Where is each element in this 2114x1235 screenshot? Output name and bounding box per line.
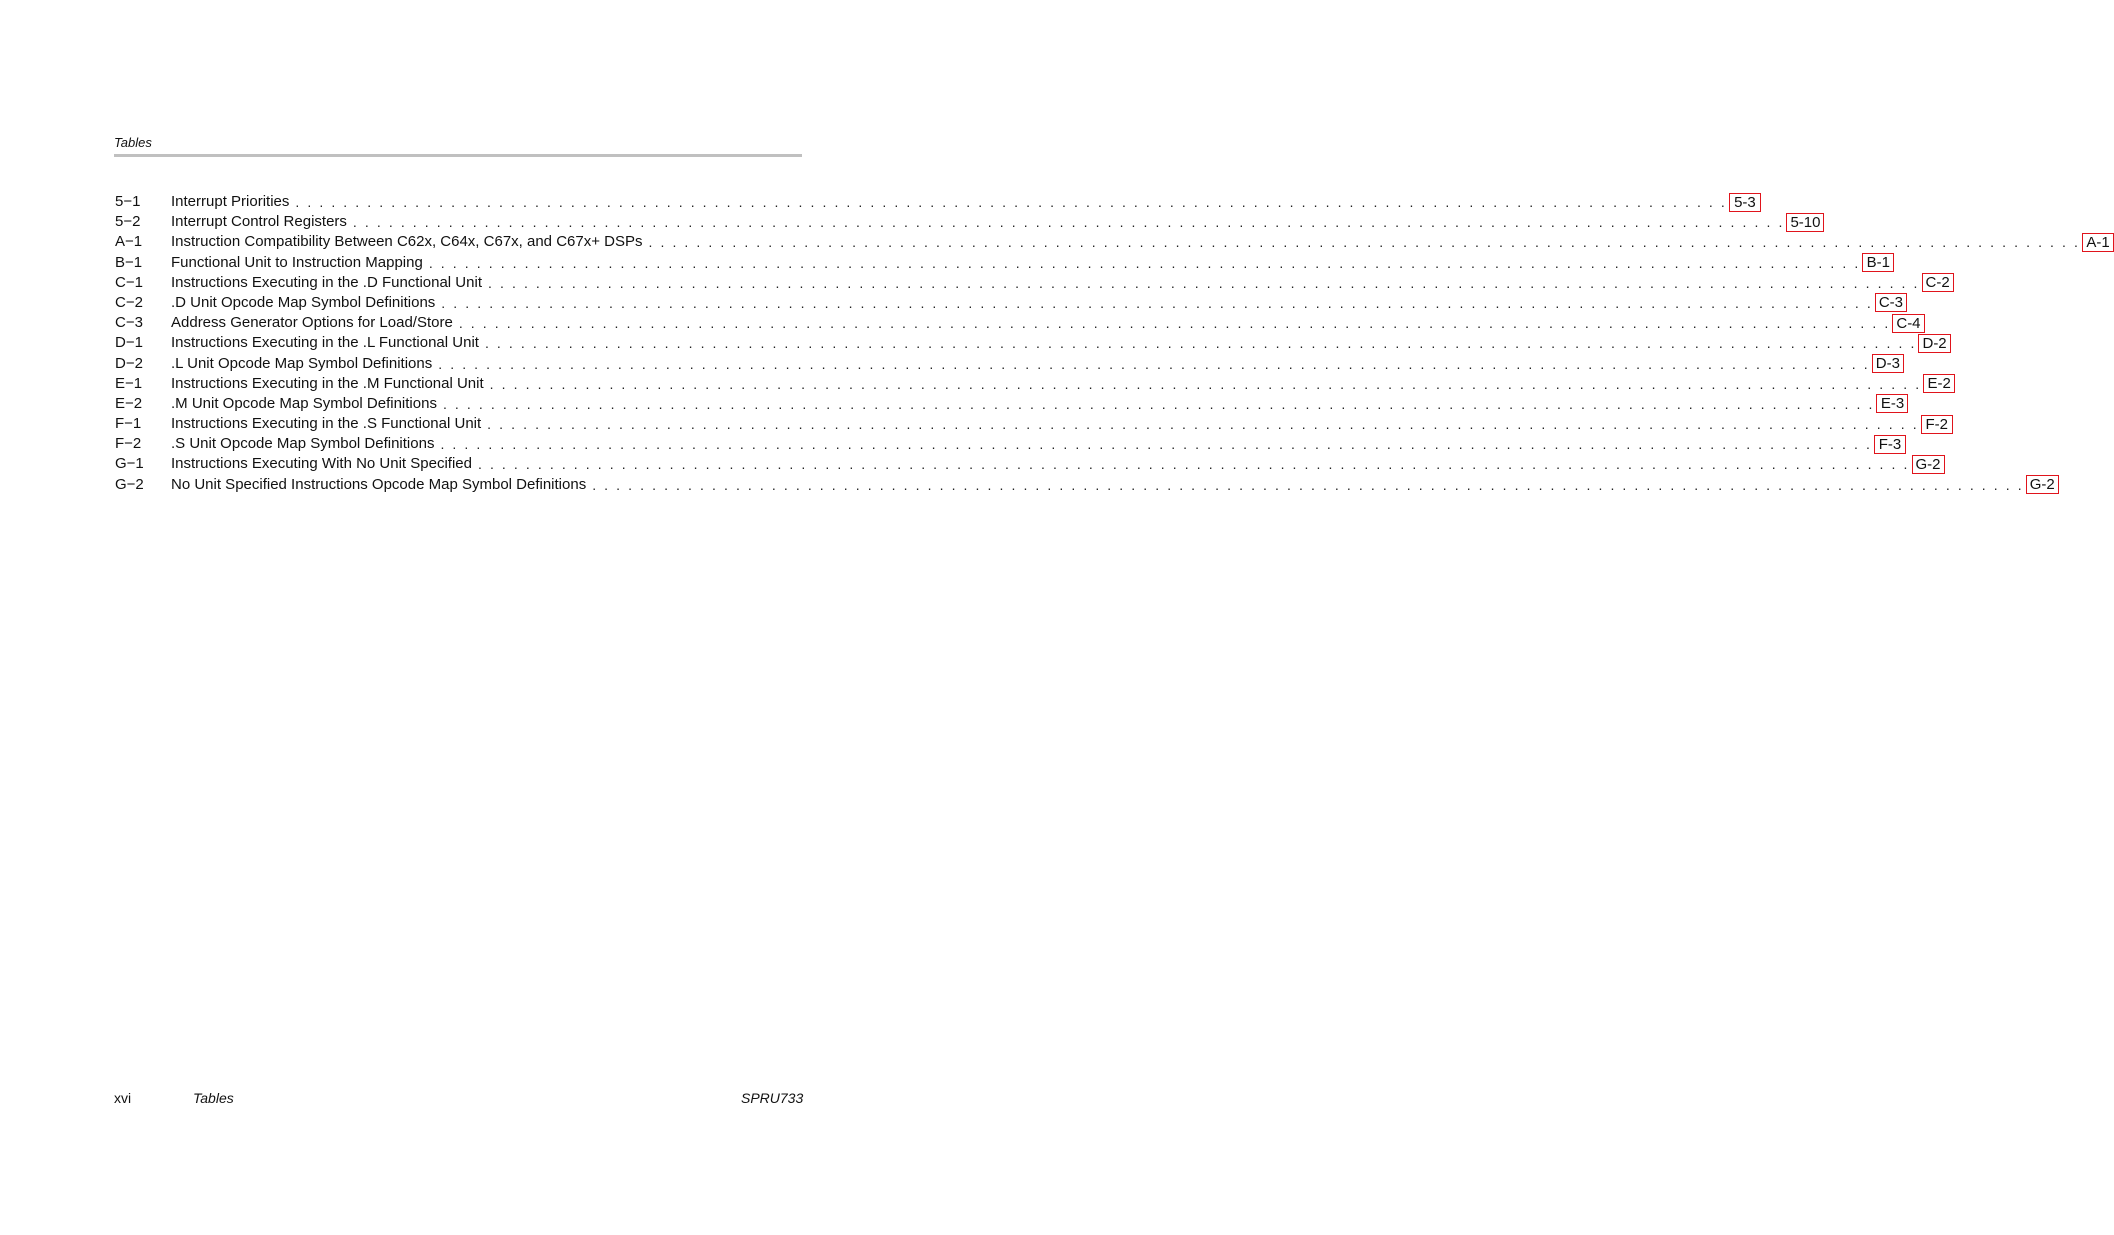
toc-entry [115, 273, 1950, 293]
toc-entry-number: D−2 [115, 354, 143, 372]
toc-entry-title: Address Generator Options for Load/Store [171, 314, 453, 332]
toc-entry [115, 354, 1900, 374]
dot-leader: . . . . . . . . . . . . . . . . . . . . . . . . . . . . . . . . . . . . . . . . . . . . . . . . . . . . . . . . . . . . . . . . . . . . . . . . . . . . . . . . . . . . . . . . . . . . . . . . . . . . . . . . . . . . . . . . . . . . . . . . [488, 274, 1920, 291]
dot-leader: . . . . . . . . . . . . . . . . . . . . . . . . . . . . . . . . . . . . . . . . . . . . . . . . . . . . . . . . . . . . . . . . . . . . . . . . . . . . . . . . . . . . . . . . . . . . . . . . . . . . . . . . . . . . . . . . . . . . . . . . [295, 194, 1727, 210]
dot-leader: . . . . . . . . . . . . . . . . . . . . . . . . . . . . . . . . . . . . . . . . . . . . . . . . . . . . . . . . . . . . . . . . . . . . . . . . . . . . . . . . . . . . . . . . . . . . . . . . . . . . . . . . . . . . . . . . . . . . . . . . [442, 395, 1875, 412]
toc-entry [115, 313, 1921, 333]
toc-entry [115, 374, 1951, 394]
footer-page-number: xvi [114, 1090, 132, 1106]
toc-entry-number: F−2 [115, 435, 142, 453]
toc-entry-title: .S Unit Opcode Map Symbol Definitions [171, 435, 435, 453]
toc-entry-title: Interrupt Priorities [171, 193, 290, 210]
toc-entry-title: .M Unit Opcode Map Symbol Definitions [171, 394, 437, 412]
table-of-tables [115, 192, 2110, 495]
page-link[interactable]: D-2 [1918, 334, 1950, 353]
footer-document-id: SPRU733 [741, 1090, 804, 1106]
page-link[interactable]: G-2 [2026, 475, 2059, 494]
toc-entry [115, 253, 1891, 273]
dot-leader: . . . . . . . . . . . . . . . . . . . . . . . . . . . . . . . . . . . . . . . . . . . . . . . . . . . . . . . . . . . . . . . . . . . . . . . . . . . . . . . . . . . . . . . . . . . . . . . . . . . . . . . . . . . . . . . . . . . . . . . . [352, 214, 1785, 231]
dot-leader: . . . . . . . . . . . . . . . . . . . . . . . . . . . . . . . . . . . . . . . . . . . . . . . . . . . . . . . . . . . . . . . . . . . . . . . . . . . . . . . . . . . . . . . . . . . . . . . . . . . . . . . . . . . . . . . . . . . . . . . . [592, 476, 2024, 493]
running-header-title: Tables [114, 135, 152, 150]
page-link[interactable]: C-4 [1892, 314, 1924, 333]
dot-leader: . . . . . . . . . . . . . . . . . . . . . . . . . . . . . . . . . . . . . . . . . . . . . . . . . . . . . . . . . . . . . . . . . . . . . . . . . . . . . . . . . . . . . . . . . . . . . . . . . . . . . . . . . . . . . . . . . . . . . . . . [489, 375, 1922, 392]
toc-entry-number: B−1 [115, 253, 143, 271]
dot-leader: . . . . . . . . . . . . . . . . . . . . . . . . . . . . . . . . . . . . . . . . . . . . . . . . . . . . . . . . . . . . . . . . . . . . . . . . . . . . . . . . . . . . . . . . . . . . . . . . . . . . . . . . . . . . . . . . . . . . . . . . [438, 355, 1870, 372]
dot-leader: . . . . . . . . . . . . . . . . . . . . . . . . . . . . . . . . . . . . . . . . . . . . . . . . . . . . . . . . . . . . . . . . . . . . . . . . . . . . . . . . . . . . . . . . . . . . . . . . . . . . . . . . . . . . . . . . . . . . . . . . [477, 456, 1910, 473]
dot-leader: . . . . . . . . . . . . . . . . . . . . . . . . . . . . . . . . . . . . . . . . . . . . . . . . . . . . . . . . . . . . . . . . . . . . . . . . . . . . . . . . . . . . . . . . . . . . . . . . . . . . . . . . . . . . . . . . . . . . . . . . [648, 234, 2081, 251]
page-link[interactable]: 5-3 [1729, 193, 1761, 212]
toc-entry-title: Functional Unit to Instruction Mapping [171, 253, 423, 271]
toc-entry-number: D−1 [115, 334, 143, 352]
toc-entry-number: 5−2 [115, 213, 141, 231]
toc-entry-number: G−2 [115, 475, 144, 493]
dot-leader: . . . . . . . . . . . . . . . . . . . . . . . . . . . . . . . . . . . . . . . . . . . . . . . . . . . . . . . . . . . . . . . . . . . . . . . . . . . . . . . . . . . . . . . . . . . . . . . . . . . . . . . . . . . . . . . . . . . . . . . . [441, 294, 1873, 311]
toc-entry [115, 454, 1941, 474]
toc-entry [115, 192, 1756, 212]
dot-leader: . . . . . . . . . . . . . . . . . . . . . . . . . . . . . . . . . . . . . . . . . . . . . . . . . . . . . . . . . . . . . . . . . . . . . . . . . . . . . . . . . . . . . . . . . . . . . . . . . . . . . . . . . . . . . . . . . . . . . . . . [428, 254, 1861, 271]
toc-entry [115, 333, 1947, 353]
toc-entry [115, 434, 1902, 454]
toc-entry-number: 5−1 [115, 193, 141, 210]
toc-entry [115, 394, 1905, 414]
toc-entry-number: F−1 [115, 415, 142, 433]
toc-entry-title: .L Unit Opcode Map Symbol Definitions [171, 354, 433, 372]
toc-entry [115, 232, 2110, 252]
toc-entry-title: Instruction Compatibility Between C62x, C64x, C67x, and C67x+ DSPs [171, 233, 643, 251]
toc-entry-number: C−2 [115, 293, 143, 311]
toc-entry-title: Instructions Executing With No Unit Specified [171, 455, 472, 473]
header-rule [114, 154, 802, 157]
toc-entry-title: Instructions Executing in the .D Functional Unit [171, 273, 482, 291]
toc-entry-number: E−2 [115, 394, 143, 412]
page-link[interactable]: B-1 [1862, 253, 1894, 272]
page-link[interactable]: G-2 [1912, 455, 1945, 474]
dot-leader: . . . . . . . . . . . . . . . . . . . . . . . . . . . . . . . . . . . . . . . . . . . . . . . . . . . . . . . . . . . . . . . . . . . . . . . . . . . . . . . . . . . . . . . . . . . . . . . . . . . . . . . . . . . . . . . . . . . . . . . . [484, 335, 1917, 352]
toc-entry [115, 212, 1821, 232]
toc-entry-title: Instructions Executing in the .M Functional Unit [171, 374, 484, 392]
page-link[interactable]: F-3 [1874, 435, 1906, 454]
toc-entry [115, 414, 1948, 434]
toc-entry-number: C−3 [115, 314, 143, 332]
page-link[interactable]: C-2 [1922, 273, 1954, 292]
toc-entry-number: G−1 [115, 455, 144, 473]
toc-entry-title: Instructions Executing in the .L Functional Unit [171, 334, 479, 352]
toc-entry-title: .D Unit Opcode Map Symbol Definitions [171, 293, 436, 311]
dot-leader: . . . . . . . . . . . . . . . . . . . . . . . . . . . . . . . . . . . . . . . . . . . . . . . . . . . . . . . . . . . . . . . . . . . . . . . . . . . . . . . . . . . . . . . . . . . . . . . . . . . . . . . . . . . . . . . . . . . . . . . . [487, 416, 1919, 433]
dot-leader: . . . . . . . . . . . . . . . . . . . . . . . . . . . . . . . . . . . . . . . . . . . . . . . . . . . . . . . . . . . . . . . . . . . . . . . . . . . . . . . . . . . . . . . . . . . . . . . . . . . . . . . . . . . . . . . . . . . . . . . . [440, 436, 1872, 453]
toc-entry-title: No Unit Specified Instructions Opcode Map Symbol Definitions [171, 475, 587, 493]
page-link[interactable]: E-3 [1876, 394, 1908, 413]
toc-entry-title: Interrupt Control Registers [171, 213, 347, 231]
page-link[interactable]: 5-10 [1786, 213, 1824, 232]
toc-entry-title: Instructions Executing in the .S Functional Unit [171, 415, 482, 433]
toc-entry [115, 293, 1903, 313]
page-link[interactable]: F-2 [1921, 415, 1953, 434]
page-link[interactable]: D-3 [1872, 354, 1904, 373]
toc-entry-number: E−1 [115, 374, 143, 392]
page-link[interactable]: C-3 [1875, 293, 1907, 312]
page-link[interactable]: E-2 [1923, 374, 1955, 393]
toc-entry-number: A−1 [115, 233, 143, 251]
toc-entry [115, 475, 2055, 495]
footer-section-title: Tables [193, 1090, 234, 1106]
page-link[interactable]: A-1 [2082, 233, 2114, 252]
toc-entry-number: C−1 [115, 273, 143, 291]
dot-leader: . . . . . . . . . . . . . . . . . . . . . . . . . . . . . . . . . . . . . . . . . . . . . . . . . . . . . . . . . . . . . . . . . . . . . . . . . . . . . . . . . . . . . . . . . . . . . . . . . . . . . . . . . . . . . . . . . . . . . . . . [458, 315, 1891, 332]
